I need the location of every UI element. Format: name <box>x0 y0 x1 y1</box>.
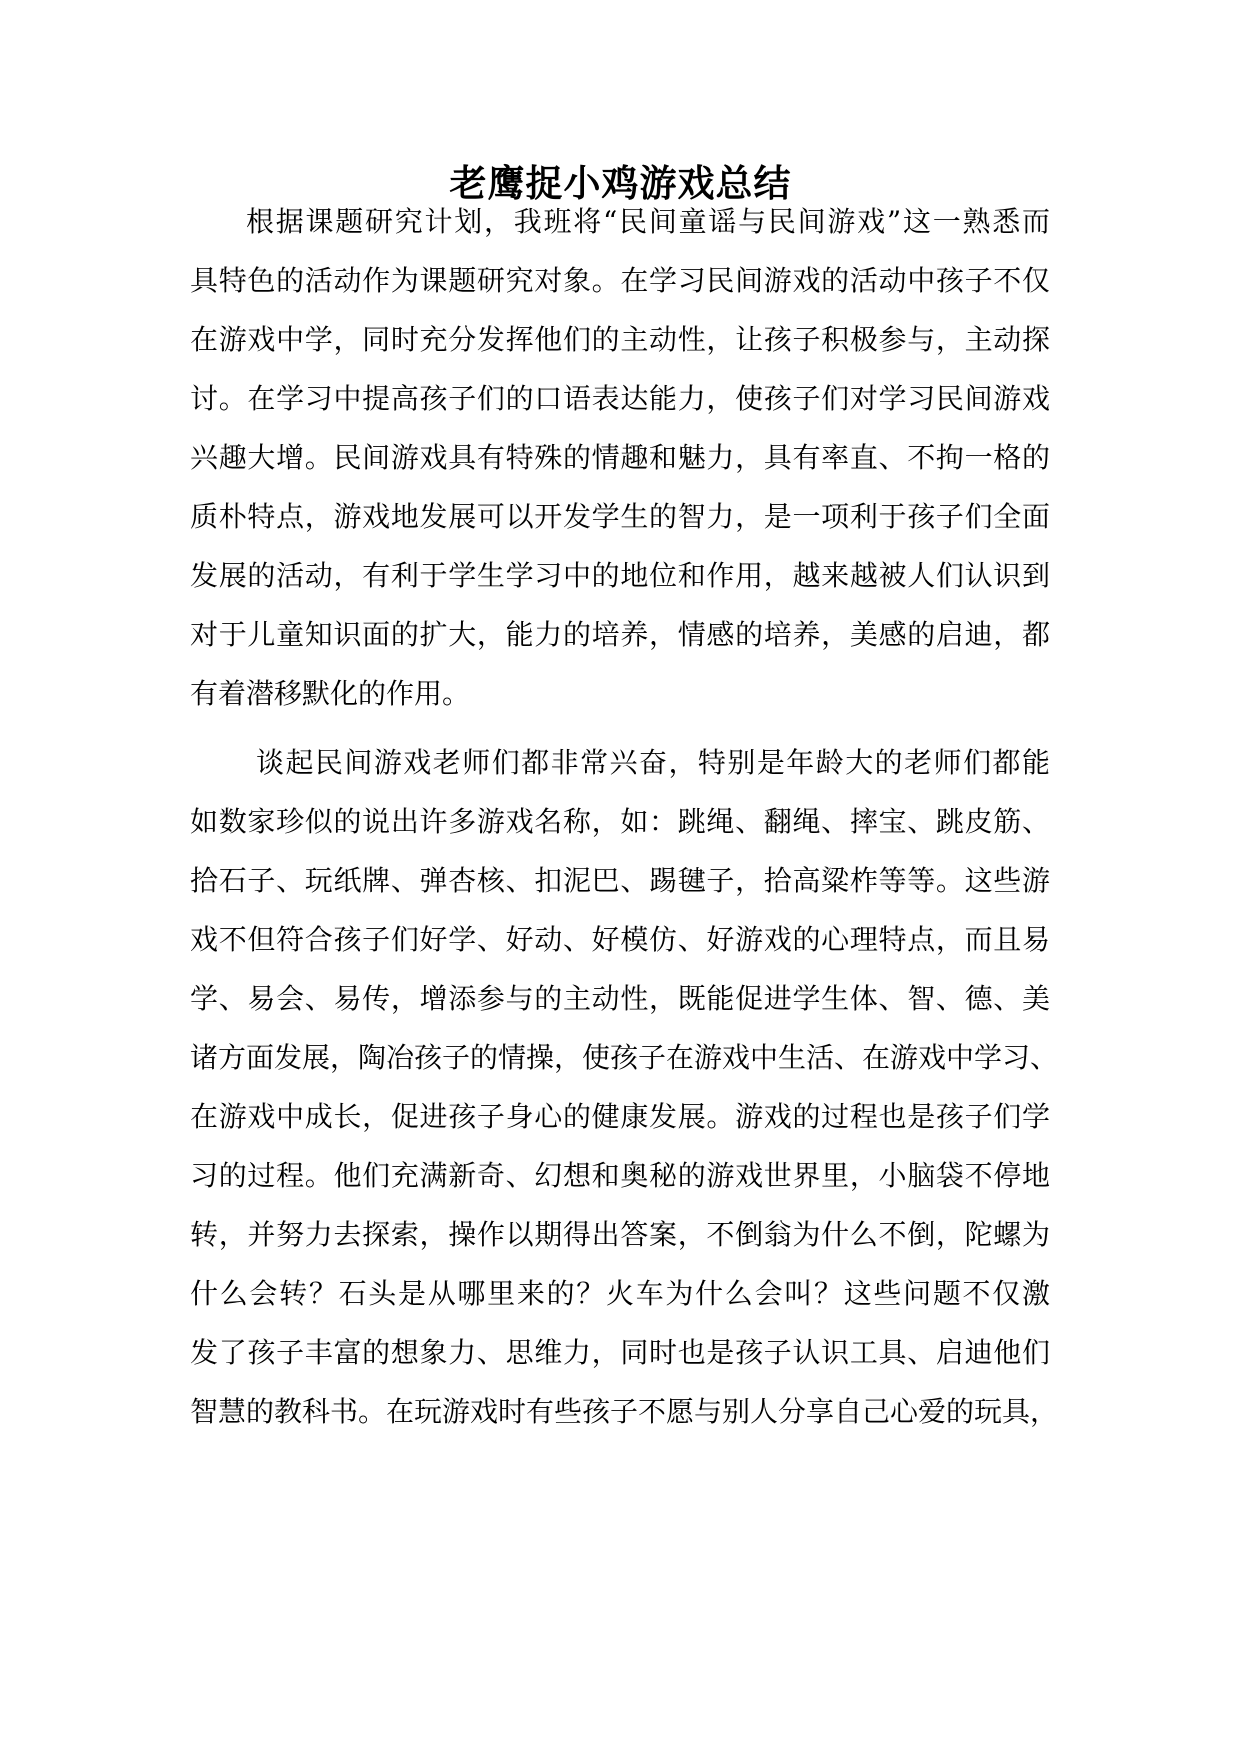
paragraph-1-line-1: 根据课题研究计划，我班将“民间童谣与民间游戏”这一熟悉而 <box>246 205 1050 238</box>
paragraph-1-line-9: 有着潜移默化的作用。 <box>190 677 471 710</box>
paragraph-2-line-6: 诸方面发展，陶冶孩子的情操，使孩子在游戏中生活、在游戏中学习、 <box>190 1041 1059 1074</box>
paragraph-2-line-12: 智慧的教科书。在玩游戏时有些孩子不愿与别人分享自己心爱的玩具， <box>190 1395 1059 1428</box>
document-title: 老鹰捉小鸡游戏总结 <box>449 161 792 205</box>
paragraph-2-line-7: 在游戏中成长，促进孩子身心的健康发展。游戏的过程也是孩子们学 <box>190 1100 1050 1133</box>
paragraph-1-line-8: 对于儿童知识面的扩大，能力的培养，情感的培养，美感的启迪，都 <box>190 618 1050 651</box>
paragraph-2-line-9: 转，并努力去探索，操作以期得出答案，不倒翁为什么不倒，陀螺为 <box>190 1218 1050 1251</box>
paragraph-2-line-1: 谈起民间游戏老师们都非常兴奋，特别是年龄大的老师们都能 <box>256 746 1050 779</box>
paragraph-1-line-5: 兴趣大增。民间游戏具有特殊的情趣和魅力，具有率直、不拘一格的 <box>190 441 1050 474</box>
paragraph-1-line-6: 质朴特点，游戏地发展可以开发学生的智力，是一项利于孩子们全面 <box>190 500 1050 533</box>
paragraph-2-line-4: 戏不但符合孩子们好学、好动、好模仿、好游戏的心理特点，而且易 <box>190 923 1050 956</box>
paragraph-2-line-2: 如数家珍似的说出许多游戏名称，如：跳绳、翻绳、摔宝、跳皮筋、 <box>190 805 1050 838</box>
paragraph-1-line-4: 讨。在学习中提高孩子们的口语表达能力，使孩子们对学习民间游戏 <box>190 382 1050 415</box>
paragraph-2-line-5: 学、易会、易传，增添参与的主动性，既能促进学生体、智、德、美 <box>190 982 1050 1015</box>
paragraph-1-line-2: 具特色的活动作为课题研究对象。在学习民间游戏的活动中孩子不仅 <box>190 264 1050 297</box>
paragraph-2-line-11: 发了孩子丰富的想象力、思维力，同时也是孩子认识工具、启迪他们 <box>190 1336 1050 1369</box>
paragraph-1-line-7: 发展的活动，有利于学生学习中的地位和作用，越来越被人们认识到 <box>190 559 1050 592</box>
paragraph-2-line-10: 什么会转？石头是从哪里来的？火车为什么会叫？这些问题不仅激 <box>190 1277 1050 1310</box>
paragraph-2-line-8: 习的过程。他们充满新奇、幻想和奥秘的游戏世界里，小脑袋不停地 <box>190 1159 1050 1192</box>
paragraph-2-line-3: 拾石子、玩纸牌、弹杏核、扣泥巴、踢毽子，拾高粱柞等等。这些游 <box>190 864 1050 897</box>
paragraph-1-line-3: 在游戏中学，同时充分发挥他们的主动性，让孩子积极参与，主动探 <box>190 323 1050 356</box>
